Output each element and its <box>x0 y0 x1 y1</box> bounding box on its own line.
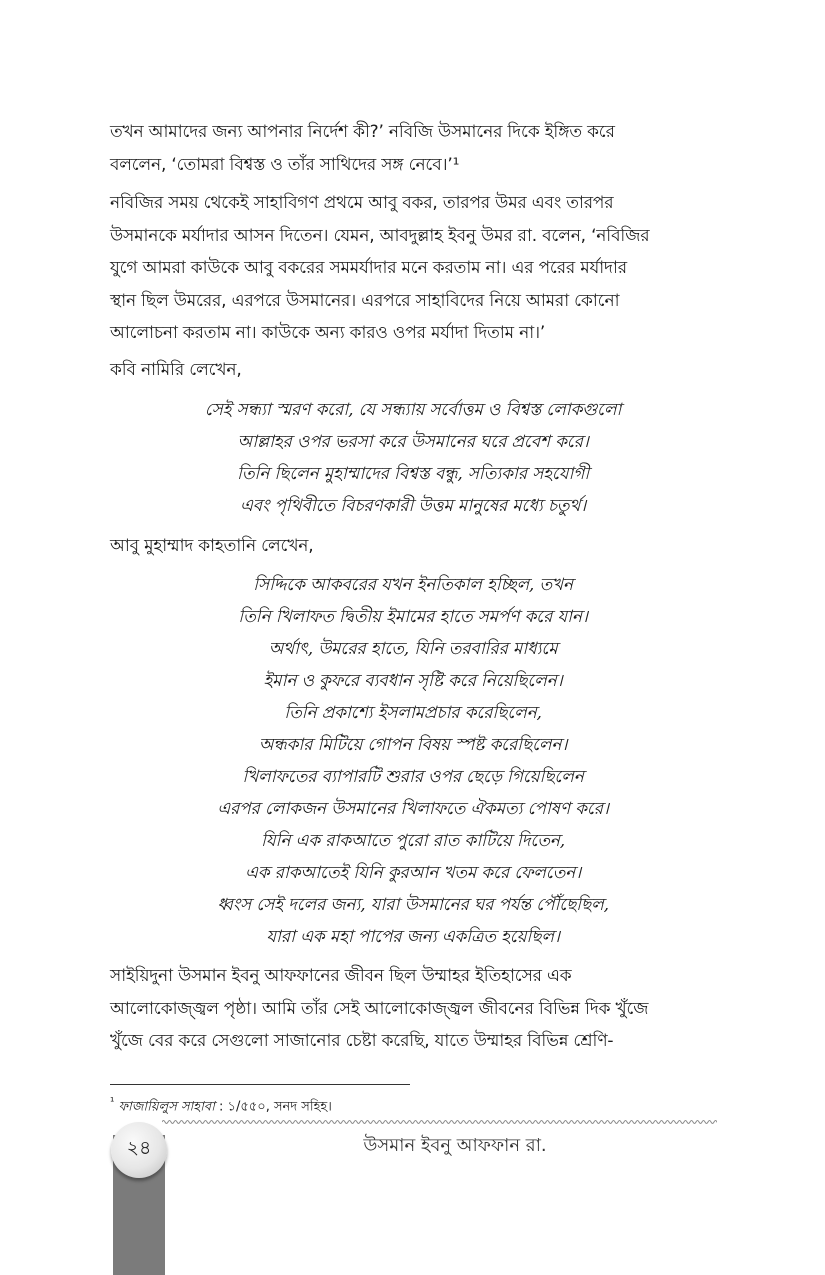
poem-verse: সিদ্দিকে আকবরের যখন ইনতিকাল হচ্ছিল, তখন <box>253 575 573 595</box>
poem-verse: অন্ধকার মিটিয়ে গোপন বিষয় স্পষ্ট করেছিলেন। <box>258 735 568 755</box>
text-line: কবি নামিরি লেখেন, <box>110 360 242 380</box>
poem-verse: তিনি ছিলেন মুহাম্মাদের বিশ্বস্ত বন্ধু, সত্যিকার সহযোগী <box>236 464 590 484</box>
footnote <box>110 1095 332 1118</box>
text-line: নবিজির সময় থেকেই সাহাবিগণ প্রথমে আবু বকর, তারপর উমর এবং তারপর <box>110 193 614 213</box>
text-line: আলোচনা করতাম না। কাউকে অন্য কারও ওপর মর্যাদা দিতাম না।’ <box>110 323 546 343</box>
text-line: বললেন, ‘তোমরা বিশ্বস্ত ও তাঁর সাথিদের সঙ্গ নেবে।’¹ <box>110 154 460 175</box>
footer-wave-divider <box>162 1118 717 1126</box>
footnote-reference: : ১/৫৫০, সনদ সহিহ। <box>219 1099 332 1115</box>
text-line: স্থান ছিল উমরের, এরপরে উসমানের। এরপরে সাহাবিদের নিয়ে আমরা কোনো <box>110 290 620 311</box>
paragraph-4 <box>110 530 716 563</box>
poem-verse: খিলাফতের ব্যাপারটি শুরার ওপর ছেড়ে গিয়েছিলেন <box>242 767 584 787</box>
running-title: উসমান ইবনু আফফান রা. <box>363 1135 547 1156</box>
page-number <box>111 1122 167 1178</box>
text-line: আলোকোজ্জ্বল পৃষ্ঠা। আমি তাঁর সেই আলোকোজ্জ্বল জীবনের বিভিন্ন দিক খুঁজে <box>110 998 649 1019</box>
text-line: তখন আমাদের জন্য আপনার নির্দেশ কী?’ নবিজি উসমানের দিকে ইঙ্গিত করে <box>110 122 615 142</box>
text-line: যুগে আমরা কাউকে আবু বকরের সমমর্যাদার মনে করতাম না। এর পরের মর্যাদার <box>110 258 627 278</box>
paragraph-2 <box>110 187 716 350</box>
poem-verse: এরপর লোকজন উসমানের খিলাফতে ঐকমত্য পোষণ করে। <box>217 799 609 819</box>
paragraph-3 <box>110 354 716 387</box>
poem-verse: তিনি খিলাফত দ্বিতীয় ইমামের হাতে সমর্পণ করে যান। <box>238 607 588 627</box>
paragraph-5 <box>110 960 716 1058</box>
poem-1 <box>110 394 716 522</box>
page-number-label: ২৪ <box>126 1137 152 1159</box>
poem-verse: যিনি এক রাকআতে পুরো রাত কাটিয়ে দিতেন, <box>261 831 565 851</box>
poem-verse: যারা এক মহা পাপের জন্য একত্রিত হয়েছিল। <box>266 927 560 947</box>
poem-verse: ধ্বংস সেই দলের জন্য, যারা উসমানের ঘর পর্যন্ত পৌঁছেছিল, <box>217 895 609 915</box>
poem-verse: সেই সন্ধ্যা স্মরণ করো, যে সন্ধ্যায় সর্বোত্তম ও বিশ্বস্ত লোকগুলো <box>204 400 622 420</box>
poem-verse: এক রাকআতেই যিনি কুরআন খতম করে ফেলতেন। <box>244 863 581 883</box>
footnote-marker: ¹ <box>110 1095 115 1108</box>
text-line: সাইয়িদুনা উসমান ইবনু আফফানের জীবন ছিল উম্মাহর ইতিহাসের এক <box>110 966 572 986</box>
text-line: খুঁজে বের করে সেগুলো সাজানোর চেষ্টা করেছি, যাতে উম্মাহর বিভিন্ন শ্রেণি- <box>110 1031 614 1051</box>
poem-2 <box>110 569 716 953</box>
text-line: আবু মুহাম্মাদ কাহতানি লেখেন, <box>110 536 314 556</box>
footnote-divider <box>110 1084 410 1085</box>
footnote-source: ফাজায়িলুস সাহাবা <box>118 1099 215 1115</box>
text-line: উসমানকে মর্যাদার আসন দিতেন। যেমন, আবদুল্লাহ ইবনু উমর রা. বলেন, ‘নবিজির <box>110 225 650 246</box>
paragraph-1 <box>110 116 716 181</box>
poem-verse: অর্থাৎ, উমরের হাতে, যিনি তরবারির মাধ্যমে <box>268 639 558 659</box>
poem-verse: এবং পৃথিবীতে বিচরণকারী উত্তম মানুষের মধ্যে চতুর্থ। <box>239 496 587 516</box>
poem-verse: আল্লাহর ওপর ভরসা করে উসমানের ঘরে প্রবেশ করে। <box>237 432 589 452</box>
poem-verse: ইমান ও কুফরে ব্যবধান সৃষ্টি করে নিয়েছিলেন। <box>263 671 563 691</box>
poem-verse: তিনি প্রকাশ্যে ইসলামপ্রচার করেছিলেন, <box>284 703 542 723</box>
